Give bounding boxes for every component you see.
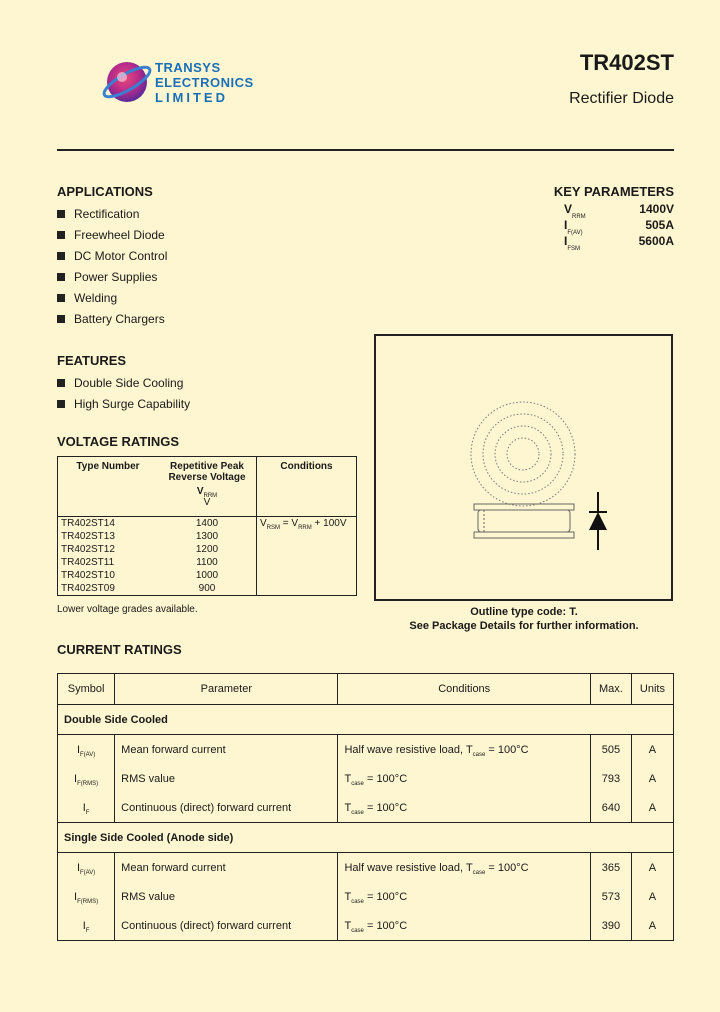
application-item xyxy=(57,266,167,287)
voltage-ratings-title: VOLTAGE RATINGS xyxy=(57,434,180,449)
table-row xyxy=(58,911,674,941)
feature-label: Double Side Cooling xyxy=(74,375,184,390)
units-cell: A xyxy=(631,911,673,941)
key-param-value: 1400V xyxy=(639,202,674,216)
conditions-cell: $T_{case} = 100^\circ C$ xyxy=(338,793,590,823)
diode-symbol-icon xyxy=(589,492,607,550)
table-row xyxy=(58,882,674,911)
col-units: Units xyxy=(631,674,673,705)
col-repetitive-peak: Repetitive Peak Reverse Voltage $V_{RRM}$ V xyxy=(158,457,257,517)
max-cell: 505 xyxy=(590,735,631,765)
col-conditions: Conditions xyxy=(257,457,357,517)
col-type-number: Type Number xyxy=(58,457,159,517)
part-number: TR402ST xyxy=(579,50,674,75)
feature-item xyxy=(57,372,190,393)
symbol-cell: $I_F$ xyxy=(58,793,115,823)
voltage-cell: 1200 xyxy=(195,544,219,555)
features-list xyxy=(57,372,190,414)
applications-list xyxy=(57,203,167,329)
type-number-cell: TR402ST13 xyxy=(61,531,115,542)
type-number-cell: TR402ST14 xyxy=(61,518,115,529)
parameter-cell: RMS value xyxy=(115,764,338,793)
application-item xyxy=(57,245,167,266)
conditions-cell: Half wave resistive load, $T_{case} = 100^\circ C$ xyxy=(338,853,590,883)
logo-emblem-icon xyxy=(100,55,160,115)
section-label: Double Side Cooled xyxy=(58,705,674,735)
voltage-cell: 900 xyxy=(198,583,216,594)
section-label: Single Side Cooled (Anode side) xyxy=(58,823,674,853)
application-item xyxy=(57,203,167,224)
current-ratings-table xyxy=(57,673,674,941)
key-param-value: 505A xyxy=(645,218,674,232)
units-cell: A xyxy=(631,735,673,765)
col-symbol: Symbol xyxy=(58,674,115,705)
voltage-ratings-table xyxy=(57,456,357,596)
section-row xyxy=(58,705,674,735)
col-max: Max. xyxy=(590,674,631,705)
lower-voltage-note: Lower voltage grades available. xyxy=(57,604,198,615)
table-row xyxy=(58,793,674,823)
applications-title: APPLICATIONS xyxy=(57,184,153,199)
col-conditions: Conditions xyxy=(338,674,590,705)
parameter-cell: Mean forward current xyxy=(115,853,338,883)
header-divider xyxy=(57,149,674,151)
col-parameter: Parameter xyxy=(115,674,338,705)
logo-line-2: ELECTRONICS xyxy=(155,75,254,90)
table-row xyxy=(58,764,674,793)
package-outline-figure xyxy=(374,334,673,601)
units-cell: A xyxy=(631,882,673,911)
voltage-cell: 1400 xyxy=(195,518,219,529)
max-cell: 365 xyxy=(590,853,631,883)
section-row xyxy=(58,823,674,853)
max-cell: 640 xyxy=(590,793,631,823)
bullet-square-icon xyxy=(57,294,65,302)
bullet-square-icon xyxy=(57,379,65,387)
page-subtitle: Rectifier Diode xyxy=(569,90,674,107)
type-number-cell: TR402ST09 xyxy=(61,583,115,594)
application-item xyxy=(57,224,167,245)
conditions-cell: Half wave resistive load, $T_{case} = 100^\circ C$ xyxy=(338,735,590,765)
bullet-square-icon xyxy=(57,252,65,260)
package-drawing xyxy=(376,336,671,599)
type-number-cell: TR402ST12 xyxy=(61,544,115,555)
max-cell: 390 xyxy=(590,911,631,941)
application-label: Power Supplies xyxy=(74,269,158,284)
application-label: Battery Chargers xyxy=(74,311,165,326)
conditions-cell: $T_{case} = 100^\circ C$ xyxy=(338,882,590,911)
application-item xyxy=(57,308,167,329)
current-ratings-title: CURRENT RATINGS xyxy=(57,642,182,657)
package-details-note: See Package Details for further information. xyxy=(409,620,639,632)
outline-type-code: Outline type code: T. xyxy=(470,606,578,618)
key-param-ifav: $I_{F(AV)}$ 505A xyxy=(564,218,674,236)
table-row xyxy=(58,853,674,883)
type-number-cell: TR402ST10 xyxy=(61,570,115,581)
features-title: FEATURES xyxy=(57,353,127,368)
condition-cell: $V_{RSM} = V_{RRM} + 100V$ xyxy=(257,517,357,596)
package-side-view xyxy=(474,504,574,538)
bullet-square-icon xyxy=(57,273,65,281)
table-row xyxy=(58,517,357,531)
feature-label: High Surge Capability xyxy=(74,396,191,411)
table-row xyxy=(58,735,674,765)
symbol-cell: $I_{F(AV)}$ xyxy=(58,735,115,765)
units-cell: A xyxy=(631,853,673,883)
key-param-value: 5600A xyxy=(638,234,674,248)
bullet-square-icon xyxy=(57,315,65,323)
max-cell: 793 xyxy=(590,764,631,793)
logo-line-1: TRANSYS xyxy=(155,60,221,75)
symbol-cell: $I_F$ xyxy=(58,911,115,941)
outline-caption xyxy=(374,605,674,633)
conditions-cell: $T_{case} = 100^\circ C$ xyxy=(338,911,590,941)
bullet-square-icon xyxy=(57,231,65,239)
key-parameters-title: KEY PARAMETERS xyxy=(553,184,674,199)
key-param-vrrm: $V_{RRM}$ 1400V xyxy=(564,202,674,220)
symbol-cell: $I_{F(AV)}$ xyxy=(58,853,115,883)
units-cell: A xyxy=(631,764,673,793)
voltage-cell: 1000 xyxy=(195,570,219,581)
parameter-cell: Mean forward current xyxy=(115,735,338,765)
parameter-cell: RMS value xyxy=(115,882,338,911)
logo-line-3: LIMITED xyxy=(155,90,228,105)
symbol-cell: $I_{F(RMS)}$ xyxy=(58,764,115,793)
key-param-ifsm: $I_{FSM}$ 5600A xyxy=(564,234,674,252)
application-label: DC Motor Control xyxy=(74,248,168,263)
application-label: Welding xyxy=(74,290,118,305)
application-label: Rectification xyxy=(74,206,140,221)
parameter-cell: Continuous (direct) forward current xyxy=(115,911,338,941)
bullet-square-icon xyxy=(57,210,65,218)
voltage-cell: 1300 xyxy=(195,531,219,542)
max-cell: 573 xyxy=(590,882,631,911)
conditions-cell: $T_{case} = 100^\circ C$ xyxy=(338,764,590,793)
units-cell: A xyxy=(631,793,673,823)
type-number-cell: TR402ST11 xyxy=(61,557,115,568)
application-label: Freewheel Diode xyxy=(74,227,165,242)
symbol-cell: $I_{F(RMS)}$ xyxy=(58,882,115,911)
parameter-cell: Continuous (direct) forward current xyxy=(115,793,338,823)
feature-item xyxy=(57,393,190,414)
application-item xyxy=(57,287,167,308)
voltage-cell: 1100 xyxy=(196,557,218,568)
bullet-square-icon xyxy=(57,400,65,408)
logo-text xyxy=(155,60,254,105)
